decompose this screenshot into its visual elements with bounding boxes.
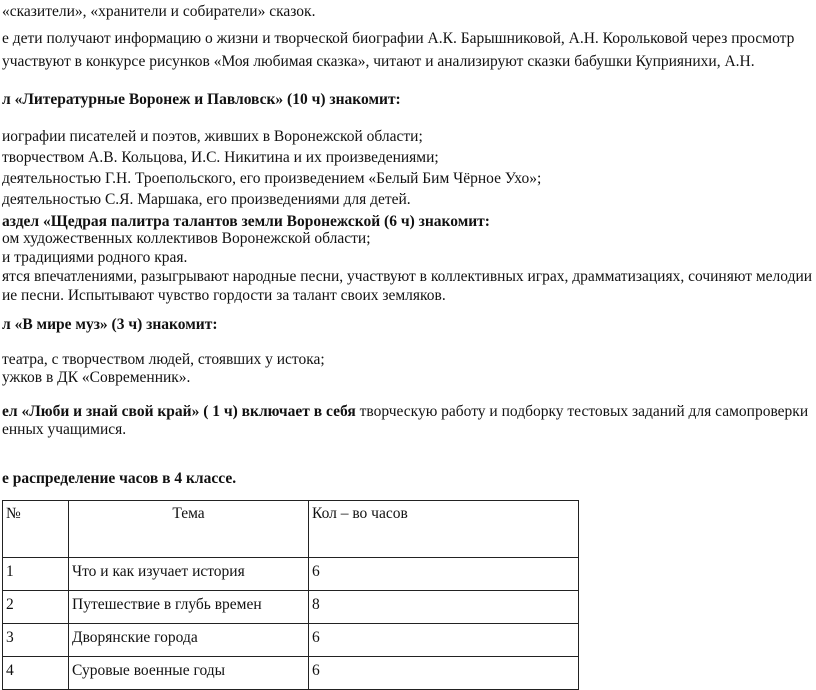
hours-table xyxy=(2,500,579,690)
list-item: ужков в ДК «Современник». xyxy=(2,369,191,386)
list-item: ие песни. Испытывают чувство гордости за талант своих земляков. xyxy=(2,287,446,304)
section-heading-bold: ел «Люби и знай свой край» ( 1 ч) включает в себя xyxy=(2,403,356,420)
section-heading: л «В мире муз» (3 ч) знакомит: xyxy=(2,316,218,333)
list-item: деятельностью С.Я. Маршака, его произведениями для детей. xyxy=(2,191,411,208)
cell-topic: Путешествие в глубь времен xyxy=(69,591,309,624)
intro-line: е дети получают информацию о жизни и творческой биографии А.К. Барышниковой, А.Н. Корольковой через просмотр xyxy=(2,30,795,47)
list-item: деятельностью Г.Н. Троепольского, его произведением «Белый Бим Чёрное Ухо»; xyxy=(2,170,542,187)
cell-hours: 6 xyxy=(309,657,579,690)
table-row xyxy=(3,591,579,624)
section-heading: л «Литературные Воронеж и Павловск» (10 ч) знакомит: xyxy=(2,91,401,108)
cell-topic: Дворянские города xyxy=(69,624,309,657)
table-row xyxy=(3,657,579,690)
section-heading: аздел «Щедрая палитра талантов земли Воронежской (6 ч) знакомит: xyxy=(2,213,490,230)
cell-hours: 8 xyxy=(309,591,579,624)
cell-number: 1 xyxy=(3,558,69,591)
header-number: № xyxy=(3,501,69,558)
header-hours: Кол – во часов xyxy=(309,501,579,558)
cell-hours: 6 xyxy=(309,624,579,657)
intro-line: «сказители», «хранители и собиратели» сказок. xyxy=(2,3,316,20)
table-row xyxy=(3,624,579,657)
cell-number: 2 xyxy=(3,591,69,624)
cell-number: 3 xyxy=(3,624,69,657)
table-title: е распределение часов в 4 классе. xyxy=(2,470,237,487)
section-heading xyxy=(2,403,808,421)
paragraph-line: енных учащимися. xyxy=(2,421,127,438)
cell-hours: 6 xyxy=(309,558,579,591)
list-item: и традициями родного края. xyxy=(2,249,188,266)
cell-topic: Что и как изучает история xyxy=(69,558,309,591)
list-item: иографии писателей и поэтов, живших в Воронежской области; xyxy=(2,128,423,145)
header-topic: Тема xyxy=(69,501,309,558)
cell-topic: Суровые военные годы xyxy=(69,657,309,690)
list-item: ом художественных коллективов Воронежской области; xyxy=(2,230,371,247)
table-row xyxy=(3,558,579,591)
list-item: творчеством А.В. Кольцова, И.С. Никитина и их произведениями; xyxy=(2,149,439,166)
list-item: ятся впечатлениями, разыгрывают народные песни, участвуют в коллективных играх, драмматизациях, сочиняют мелодии xyxy=(2,268,813,285)
table-header-row xyxy=(3,501,579,558)
cell-number: 4 xyxy=(3,657,69,690)
intro-line: участвуют в конкурсе рисунков «Моя любимая сказка», читают и анализируют сказки бабушки Куприянихи, А.Н. xyxy=(2,53,755,70)
section-heading-rest: творческую работу и подборку тестовых заданий для самопроверки xyxy=(355,403,809,420)
list-item: театра, с творчеством людей, стоявших у истока; xyxy=(2,351,325,368)
